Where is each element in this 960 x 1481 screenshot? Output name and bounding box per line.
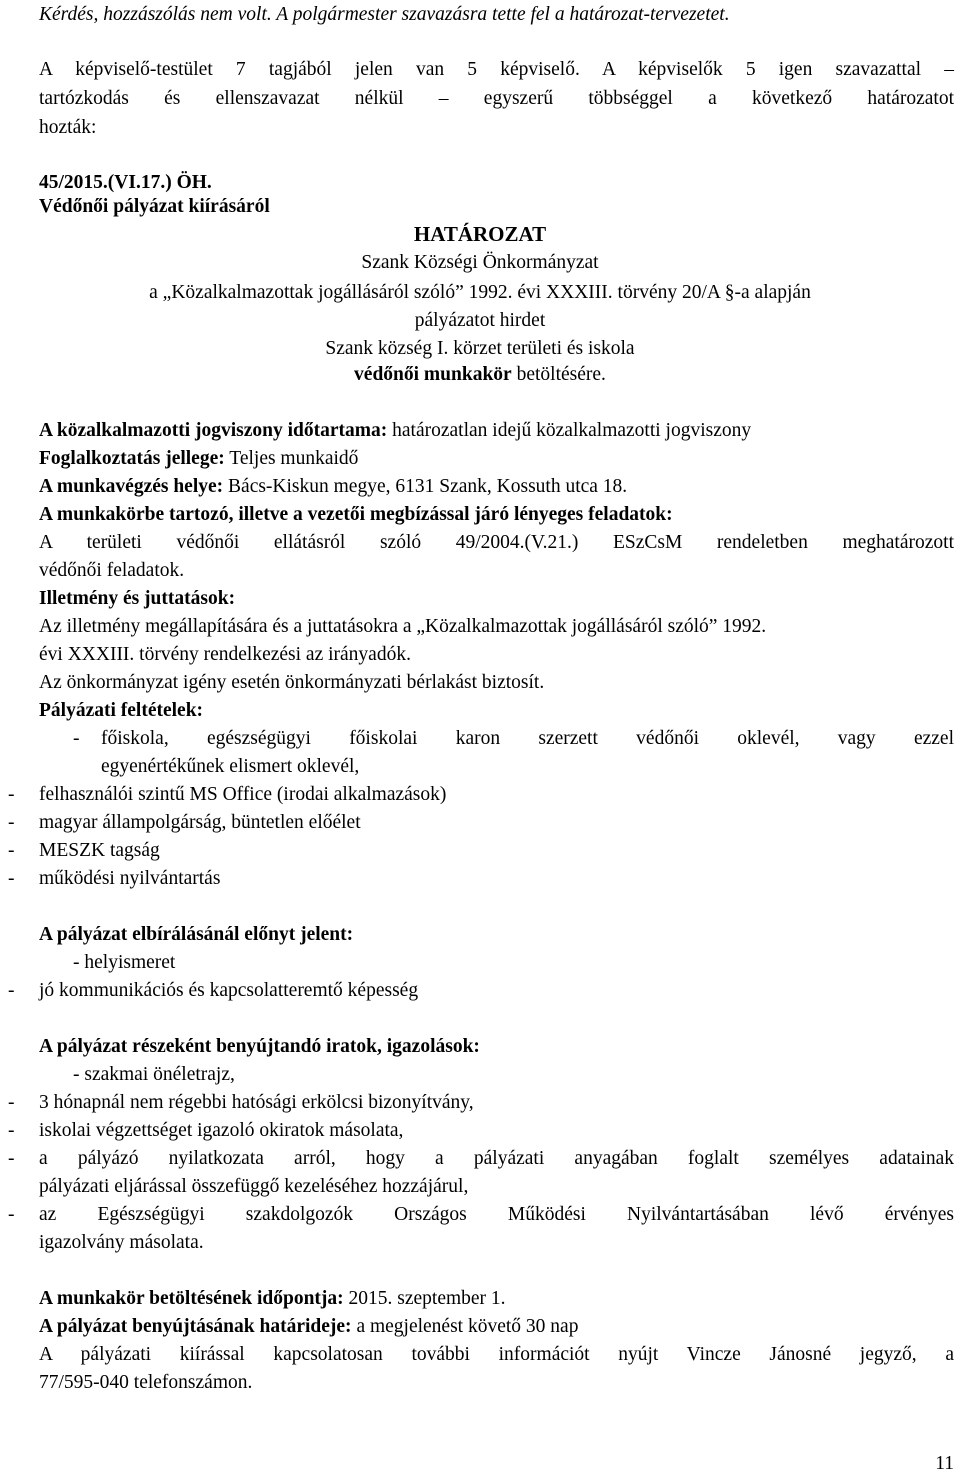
attendance-line-1: A képviselő-testület 7 tagjából jelen van 5 képviselő. A képviselők 5 igen szavazattal – [39, 59, 954, 80]
resolution-body-1: Szank Községi Önkormányzat [361, 252, 599, 273]
resolution-heading: HATÁROZAT [413, 222, 547, 246]
duration-line [39, 416, 954, 445]
salary-line-2: évi XXXIII. törvény rendelkezési az irányadók. [39, 644, 411, 665]
info-line-2: 77/595-040 telefonszámon. [39, 1372, 253, 1393]
advantages-label: A pályázat elbírálásánál előnyt jelent: [39, 924, 354, 945]
conditions-first-line-1: főiskola, egészségügyi főiskolai karon szerzett védőnői oklevél, vagy ezzel [101, 728, 954, 749]
conditions-dash-1: - [8, 784, 15, 805]
start-date-line [39, 1284, 954, 1313]
salary-line-1: Az illetmény megállapítására és a juttatásokra a „Közalkalmazottak jogállásáról szóló” 1992. [39, 616, 767, 637]
conditions-dash-4: - [8, 868, 15, 889]
deadline-value: a megjelenést követő 30 nap [351, 1316, 579, 1337]
deadline-line [39, 1312, 954, 1341]
conditions-first-line-2: egyenértékűnek elismert oklevél, [101, 756, 360, 777]
conditions-item-3: MESZK tagság [39, 840, 160, 861]
documents-item-3-line-1: a pályázó nyilatkozata arról, hogy a pályázati anyagában foglalt személyes adatainak [39, 1148, 954, 1169]
documents-item-3-line-2: pályázati eljárással összefüggő kezeléséhez hozzájárul, [39, 1176, 469, 1197]
conditions-label: Pályázati feltételek: [39, 700, 204, 721]
duration-value: határozatlan idejű közalkalmazotti jogviszony [387, 420, 752, 441]
position-bold: védőnői munkakör [354, 364, 512, 385]
conditions-dash-2: - [8, 812, 15, 833]
resolution-body-3: pályázatot hirdet [414, 310, 546, 331]
salary-label: Illetmény és juttatások: [39, 588, 236, 609]
conditions-dash-3: - [8, 840, 15, 861]
documents-item-4-line-2: igazolvány másolata. [39, 1232, 204, 1253]
employment-line [39, 444, 954, 473]
place-label: A munkavégzés helye: [39, 476, 224, 497]
documents-label: A pályázat részeként benyújtandó iratok, igazolások: [39, 1036, 480, 1057]
documents-dash-3: - [8, 1148, 15, 1169]
duties-line-1: A területi védőnői ellátásról szóló 49/2004.(V.21.) ESzCsM rendeletben meghatározott [39, 532, 954, 553]
documents-item-2: iskolai végzettséget igazoló okiratok másolata, [39, 1120, 404, 1141]
deadline-label: A pályázat benyújtásának határideje: [39, 1316, 352, 1337]
duration-label: A közalkalmazotti jogviszony időtartama: [39, 420, 388, 441]
employment-value: Teljes munkaidő [224, 448, 359, 469]
resolution-body-4: Szank község I. körzet területi és iskola [325, 338, 635, 359]
duties-label: A munkakörbe tartozó, illetve a vezetői megbízással járó lényeges feladatok: [39, 504, 673, 525]
start-date-label: A munkakör betöltésének időpontja: [39, 1288, 344, 1309]
documents-item-1: 3 hónapnál nem régebbi hatósági erkölcsi bizonyítvány, [39, 1092, 474, 1113]
attendance-line-3: hozták: [39, 117, 97, 138]
documents-dash-1: - [8, 1092, 15, 1113]
start-date-value: 2015. szeptember 1. [343, 1288, 506, 1309]
advantages-item-1: jó kommunikációs és kapcsolatteremtő képesség [39, 980, 419, 1001]
conditions-item-2: magyar állampolgárság, büntetlen előélet [39, 812, 361, 833]
resolution-body-2: a „Közalkalmazottak jogállásáról szóló” 1992. évi XXXIII. törvény 20/A §-a alapján [149, 282, 811, 303]
advantages-dash-1: - [8, 980, 15, 1001]
page-number: 11 [935, 1453, 954, 1474]
attendance-line-2: tartózkodás és ellenszavazat nélkül – egyszerű többséggel a következő határozatot [39, 88, 954, 109]
advantages-first: - helyismeret [73, 952, 176, 973]
salary-line-3: Az önkormányzat igény esetén önkormányzati bérlakást biztosít. [39, 672, 545, 693]
resolution-position [0, 360, 960, 389]
conditions-first-dash: - [73, 728, 80, 749]
resolution-subject: Védőnői pályázat kiírásáról [39, 196, 270, 217]
documents-dash-4: - [8, 1204, 15, 1225]
documents-item-4-line-1: az Egészségügyi szakdolgozók Országos Működési Nyilvántartásában lévő érvényes [39, 1204, 954, 1225]
position-rest: betöltésére. [511, 364, 606, 385]
documents-dash-2: - [8, 1120, 15, 1141]
info-line-1: A pályázati kiírással kapcsolatosan további információt nyújt Vincze Jánosné jegyző, a [39, 1344, 954, 1365]
duties-line-2: védőnői feladatok. [39, 560, 185, 581]
place-line [39, 472, 954, 501]
conditions-item-4: működési nyilvántartás [39, 868, 221, 889]
intro-text: Kérdés, hozzászólás nem volt. A polgármester szavazásra tette fel a határozat-tervezetet. [39, 4, 730, 25]
place-value: Bács-Kiskun megye, 6131 Szank, Kossuth utca 18. [223, 476, 628, 497]
documents-first: - szakmai önéletrajz, [73, 1064, 235, 1085]
conditions-item-1: felhasználói szintű MS Office (irodai alkalmazások) [39, 784, 447, 805]
resolution-number: 45/2015.(VI.17.) ÖH. [39, 172, 212, 193]
employment-label: Foglalkoztatás jellege: [39, 448, 225, 469]
